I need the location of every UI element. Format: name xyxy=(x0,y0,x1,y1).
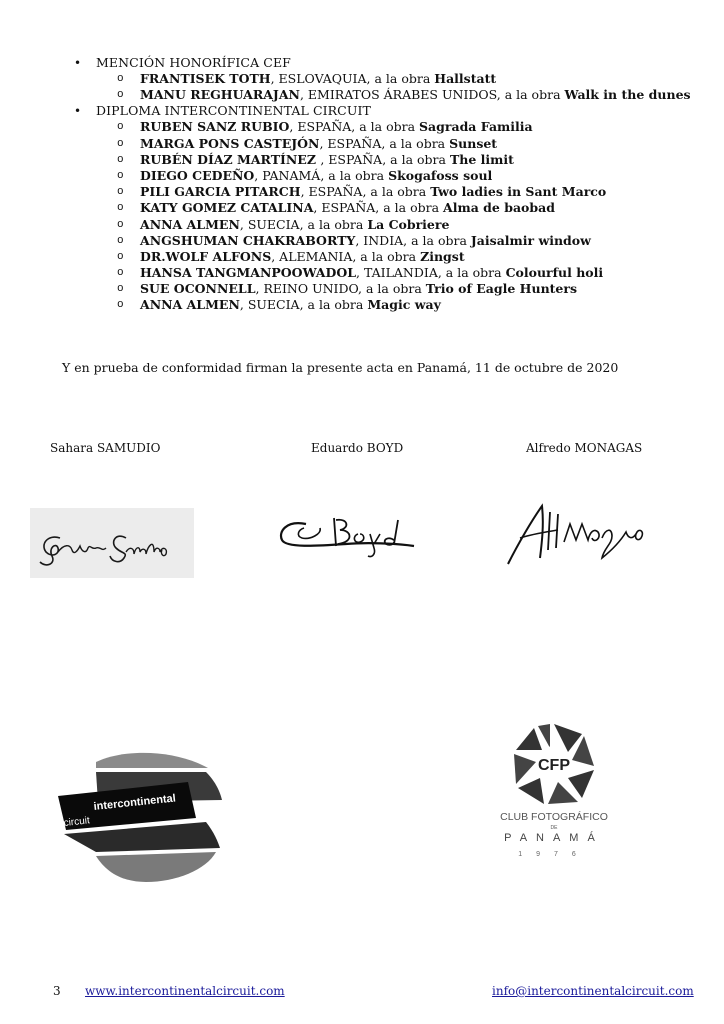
bullet-icon: • xyxy=(74,104,82,119)
sub-bullet-icon: o xyxy=(117,73,124,85)
work-title: Hallstatt xyxy=(434,71,497,86)
sub-bullet-icon: o xyxy=(117,137,124,150)
author-name: HANSA TANGMANPOOWADOL xyxy=(140,265,357,281)
logo-text: intercontinental xyxy=(93,792,177,813)
author-name: RUBÉN DÍAZ MARTÍNEZ xyxy=(140,151,321,167)
work-title: Zingst xyxy=(420,248,465,264)
list-item xyxy=(72,281,702,297)
sub-bullet-icon: o xyxy=(117,267,124,280)
author-country: , SUECIA, a la obra xyxy=(239,297,368,313)
author-name: KATY GOMEZ CATALINA xyxy=(140,200,314,216)
sub-bullet-icon: o xyxy=(117,234,124,247)
work-title: Sunset xyxy=(449,135,498,151)
list-item xyxy=(72,136,702,152)
email-link[interactable]: info@intercontinentalcircuit.com xyxy=(492,984,694,998)
work-title: Sagrada Familia xyxy=(419,119,533,135)
author-country: , PANAMÁ, a la obra xyxy=(254,167,389,183)
author-name: MANU REGHUARAJAN xyxy=(140,87,300,103)
author-name: ANNA ALMEN xyxy=(140,297,240,313)
work-title: Alma de baobad xyxy=(443,200,555,216)
list-item xyxy=(72,200,702,216)
list-item xyxy=(72,217,702,233)
logo-text: circuit xyxy=(63,815,91,829)
work-title: Skogafoss soul xyxy=(388,167,493,183)
signer-name: Eduardo BOYD xyxy=(311,441,404,455)
author-name: SUE OCONNELL xyxy=(140,281,256,297)
signer-name: Sahara SAMUDIO xyxy=(50,441,161,455)
sub-bullet-icon: o xyxy=(117,218,124,231)
list-item xyxy=(72,87,702,103)
sub-bullet-icon: o xyxy=(117,299,124,312)
list-item xyxy=(72,184,702,200)
list-item xyxy=(72,119,702,135)
conformity-statement: Y en prueba de conformidad firman la presente acta en Panamá, 11 de octubre de 2020 xyxy=(62,360,619,375)
sub-bullet-icon: o xyxy=(117,283,124,296)
author-name: MARGA PONS CASTEJÓN xyxy=(140,135,320,151)
logo-text: PANAMÁ xyxy=(504,832,604,844)
list-item xyxy=(72,71,702,87)
signer-name: Alfredo MONAGAS xyxy=(526,441,643,455)
work-title: La Cobriere xyxy=(367,216,450,232)
author-country: , ESLOVAQUIA, a la obra xyxy=(270,71,435,86)
author-name: RUBEN SANZ RUBIO xyxy=(140,119,290,135)
award-section-honorable-mention xyxy=(72,55,702,103)
author-name: PILI GARCIA PITARCH xyxy=(140,184,301,200)
author-name: FRANTISEK TOTH xyxy=(140,71,271,86)
sub-bullet-icon: o xyxy=(117,186,124,199)
awards-list xyxy=(72,55,702,314)
author-country: , ESPAÑA, a la obra xyxy=(300,184,431,200)
author-country: , ESPAÑA, a la obra xyxy=(320,151,450,167)
signature-boyd xyxy=(276,510,416,562)
author-country: , ESPAÑA, a la obra xyxy=(289,119,420,135)
cfp-club-logo xyxy=(498,722,648,862)
author-name: ANGSHUMAN CHAKRABORTY xyxy=(140,232,356,248)
sub-bullet-icon: o xyxy=(117,121,124,134)
sub-bullet-icon: o xyxy=(117,153,124,166)
award-section-diploma xyxy=(72,103,702,313)
logo-text: DE xyxy=(550,825,558,831)
sub-bullet-icon: o xyxy=(117,169,124,182)
list-item xyxy=(72,249,702,265)
list-item xyxy=(72,297,702,313)
section-title: DIPLOMA INTERCONTINENTAL CIRCUIT xyxy=(96,103,371,119)
list-item xyxy=(72,265,702,281)
intercontinental-circuit-logo xyxy=(56,752,224,882)
work-title: Colourful holi xyxy=(505,265,604,281)
work-title: Magic way xyxy=(367,297,441,313)
list-item xyxy=(72,233,702,249)
logo-mark: CFP xyxy=(538,757,570,774)
section-title: MENCIÓN HONORÍFICA CEF xyxy=(96,55,291,70)
sub-bullet-icon: o xyxy=(117,250,124,263)
author-name: ANNA ALMEN xyxy=(140,216,240,232)
work-title: The limit xyxy=(449,151,514,167)
work-title: Jaisalmir window xyxy=(470,232,591,248)
author-country: , SUECIA, a la obra xyxy=(239,216,368,232)
author-country: , ESPAÑA, a la obra xyxy=(319,135,450,151)
sub-bullet-icon: o xyxy=(117,89,124,102)
author-name: DIEGO CEDEÑO xyxy=(140,167,255,183)
list-item xyxy=(72,152,702,168)
website-link[interactable]: www.intercontinentalcircuit.com xyxy=(85,984,285,998)
work-title: Walk in the dunes xyxy=(564,87,691,103)
work-title: Trio of Eagle Hunters xyxy=(425,281,578,297)
bullet-icon: • xyxy=(74,56,82,70)
logo-text: CLUB FOTOGRÁFICO xyxy=(500,811,608,823)
author-country: , TAILANDIA, a la obra xyxy=(356,265,506,281)
author-name: DR.WOLF ALFONS xyxy=(140,248,272,264)
author-country: , EMIRATOS ÁRABES UNIDOS, a la obra xyxy=(299,87,565,103)
author-country: , INDIA, a la obra xyxy=(355,232,471,248)
work-title: Two ladies in Sant Marco xyxy=(430,184,607,200)
list-item xyxy=(72,168,702,184)
signature-samudio xyxy=(30,508,194,578)
sub-bullet-icon: o xyxy=(117,202,124,215)
signature-monagas xyxy=(502,498,650,570)
author-country: , ESPAÑA, a la obra xyxy=(313,200,444,216)
logo-text: 1976 xyxy=(518,851,590,858)
author-country: , ALEMANIA, a la obra xyxy=(271,248,421,264)
author-country: , REINO UNIDO, a la obra xyxy=(255,281,426,297)
page-number: 3 xyxy=(53,984,61,998)
